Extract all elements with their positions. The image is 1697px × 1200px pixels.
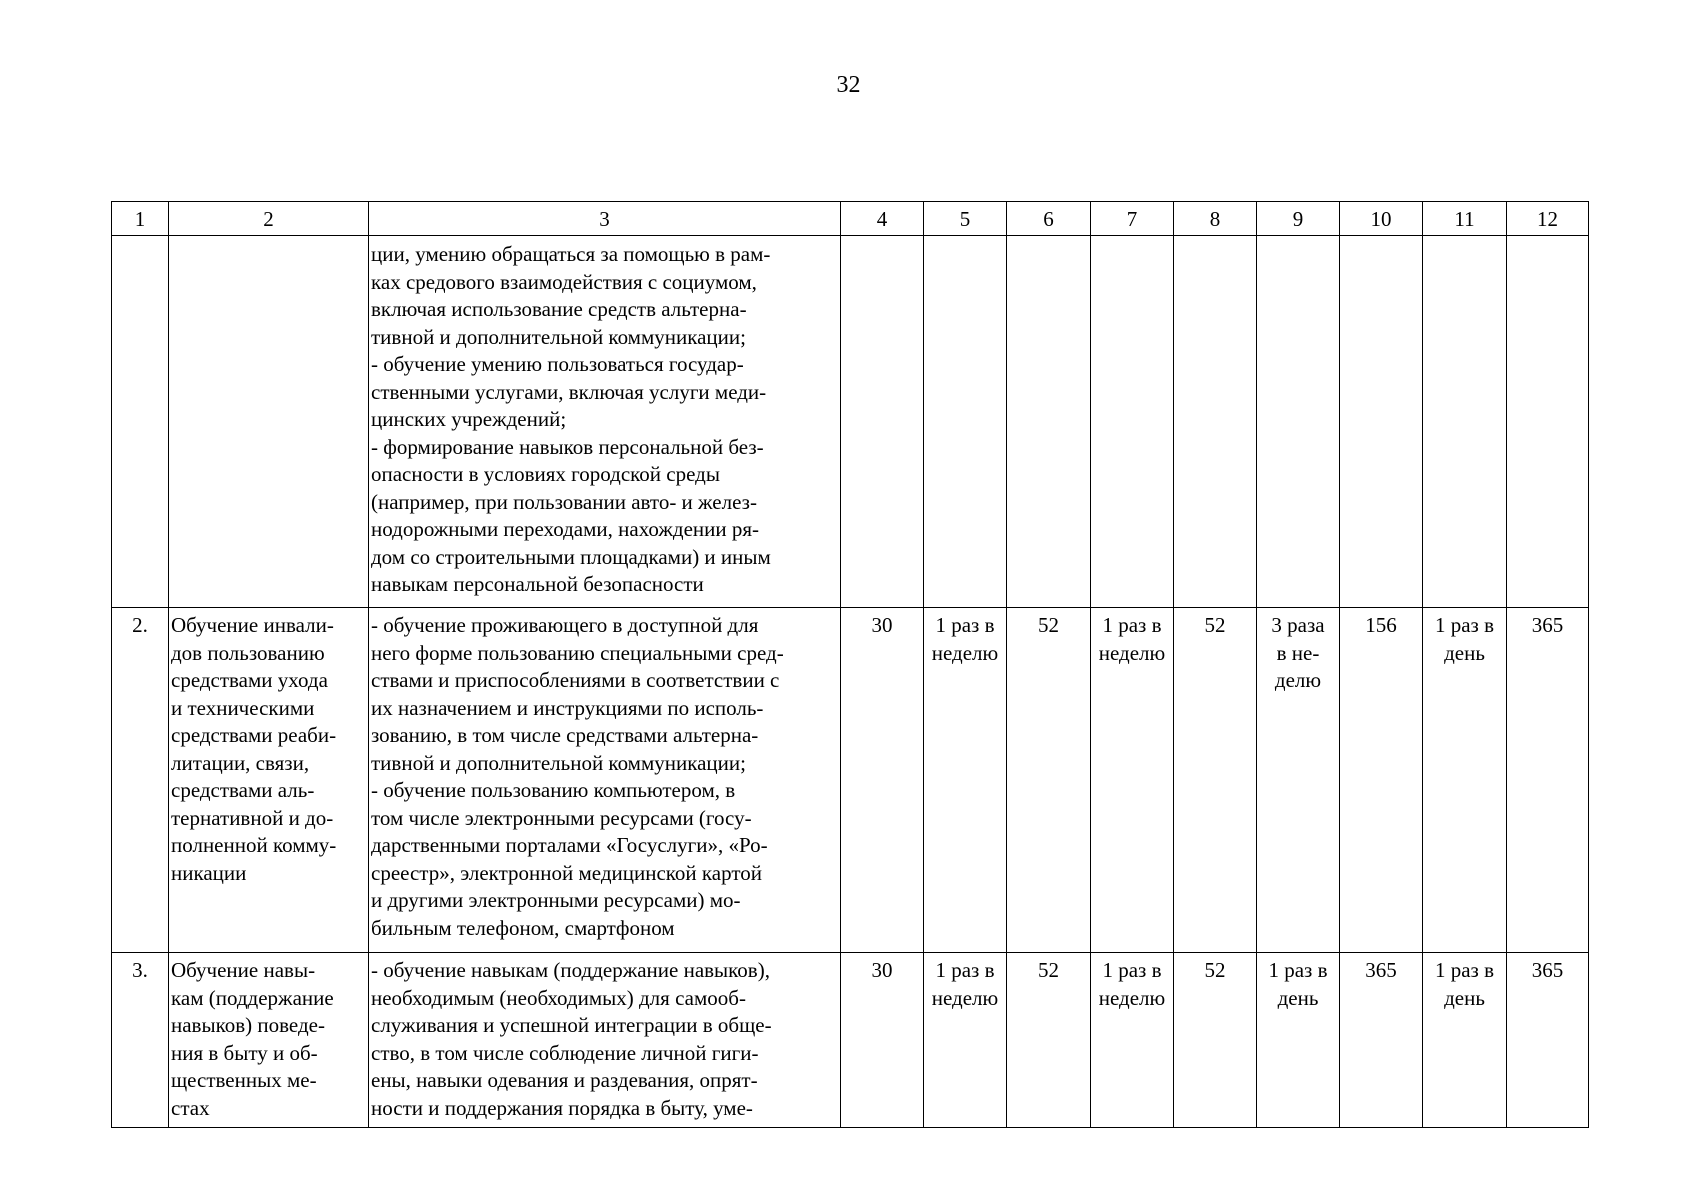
text-line: 1 раз в: [935, 958, 995, 982]
text-line: день: [1444, 985, 1485, 1010]
cell-col4: [841, 953, 924, 1128]
table-row: [112, 608, 1589, 953]
text-line: навыков) поведе-: [171, 1013, 325, 1037]
cell-description: [369, 608, 841, 953]
cell-col10: [1340, 953, 1423, 1128]
cell-title: [169, 608, 369, 953]
text-line: - обучение пользованию компьютером, в: [371, 778, 736, 802]
text-line: бильным телефоном, смартфоном: [371, 915, 675, 940]
text-line: 156: [1365, 613, 1397, 637]
text-line: Обучение навы-: [171, 958, 316, 982]
cell-col7: [1091, 236, 1174, 608]
text-line: - обучение навыкам (поддержание навыков),: [371, 958, 770, 982]
text-line: полненной комму-: [171, 833, 337, 857]
cell-col8: [1174, 953, 1257, 1128]
text-line: ствами и приспособлениями в соответствии с: [371, 668, 780, 692]
text-line: неделю: [1098, 985, 1166, 1010]
cell-num: 2.: [112, 608, 169, 953]
text-line: 1 раз в: [1434, 958, 1495, 982]
text-line: навыкам персональной безопасности: [371, 572, 704, 596]
text-line: включая использование средств альтерна-: [371, 297, 747, 321]
text-line: 1 раз в: [935, 613, 995, 637]
cell-col6: [1007, 953, 1091, 1128]
text-line: ния в быту и об-: [171, 1040, 318, 1065]
text-line: и другими электронными ресурсами) мо-: [371, 888, 741, 912]
text-line: 1 раз в: [1268, 958, 1328, 982]
text-line: 1 раз в: [1102, 613, 1162, 637]
text-line: - обучение умению пользоваться государ-: [371, 352, 744, 376]
text-line: Обучение инвали-: [171, 613, 334, 637]
cell-col12: [1507, 953, 1589, 1128]
text-line: - обучение проживающего в доступной для: [371, 613, 759, 637]
text-line: служивания и успешной интеграции в обще-: [371, 1013, 772, 1037]
text-line: необходимым (необходимых) для самооб-: [371, 985, 746, 1010]
header-cell: 4: [841, 202, 924, 236]
text-line: ности и поддержания порядка в быту, уме-: [371, 1095, 753, 1120]
cell-col11: [1423, 953, 1507, 1128]
text-line: тернативной и до-: [171, 805, 334, 830]
cell-num: [112, 236, 169, 608]
text-line: 30: [871, 958, 893, 982]
text-line: 365: [1531, 958, 1564, 982]
cell-col7: [1091, 608, 1174, 953]
text-line: 30: [871, 613, 893, 637]
cell-col6: [1007, 236, 1091, 608]
text-line: ственными услугами, включая услуги меди-: [371, 379, 767, 404]
text-line: дарственными порталами «Госуслуги», «Ро-: [371, 833, 768, 857]
text-line: день: [1277, 985, 1319, 1010]
cell-col12: [1507, 608, 1589, 953]
cell-col12: [1507, 236, 1589, 608]
header-cell: 7: [1091, 202, 1174, 236]
text-line: 1 раз в: [1102, 958, 1162, 982]
text-line: щественных ме-: [171, 1068, 317, 1092]
cell-description: [369, 236, 841, 608]
text-line: неделю: [931, 640, 999, 665]
header-cell: 6: [1007, 202, 1091, 236]
cell-col4: [841, 236, 924, 608]
cell-col10: [1340, 608, 1423, 953]
text-line: 365: [1531, 613, 1564, 637]
cell-num: 3.: [112, 953, 169, 1128]
header-cell: 5: [924, 202, 1007, 236]
page-number: 32: [836, 72, 861, 98]
text-line: делю: [1274, 668, 1322, 692]
text-line: литации, связи,: [171, 750, 310, 775]
cell-col5: [924, 953, 1007, 1128]
text-line: никации: [171, 860, 247, 885]
text-line: в не-: [1276, 640, 1320, 665]
text-line: (например, при пользовании авто- и желез-: [371, 489, 757, 514]
cell-col7: [1091, 953, 1174, 1128]
header-cell: 11: [1423, 202, 1507, 236]
text-line: него форме пользованию специальными сред-: [371, 640, 784, 665]
text-line: стах: [171, 1095, 210, 1120]
cell-col8: [1174, 236, 1257, 608]
text-line: ции, умению обращаться за помощью в рам-: [371, 242, 771, 266]
text-line: ство, в том числе соблюдение личной гиги-: [371, 1040, 759, 1065]
text-line: 1 раз в: [1434, 613, 1495, 637]
text-line: неделю: [931, 985, 999, 1010]
text-line: средствами реаби-: [171, 723, 337, 747]
text-line: том числе электронными ресурсами (госу-: [371, 805, 752, 830]
table-row-continuation: [112, 236, 1589, 608]
header-cell: 10: [1340, 202, 1423, 236]
cell-col8: [1174, 608, 1257, 953]
cell-col10: [1340, 236, 1423, 608]
text-line: зованию, в том числе средствами альтерна-: [371, 723, 759, 747]
header-cell: 12: [1507, 202, 1589, 236]
text-line: 365: [1365, 958, 1397, 982]
cell-description: [369, 953, 841, 1128]
text-line: 3 раза: [1271, 613, 1325, 637]
text-line: нодорожными переходами, нахождении ря-: [371, 517, 760, 541]
cell-col9: [1257, 236, 1340, 608]
text-line: тивной и дополнительной коммуникации;: [371, 750, 746, 775]
cell-title: [169, 953, 369, 1128]
table-row: [112, 953, 1589, 1128]
text-line: тивной и дополнительной коммуникации;: [371, 324, 746, 349]
text-line: 52: [1204, 613, 1226, 637]
header-cell: 8: [1174, 202, 1257, 236]
header-cell: 9: [1257, 202, 1340, 236]
text-line: среестр», электронной медицинской картой: [371, 860, 762, 885]
cell-col6: [1007, 608, 1091, 953]
text-line: средствами аль-: [171, 778, 315, 802]
text-line: 52: [1038, 613, 1059, 637]
header-cell: 2: [169, 202, 369, 236]
header-cell: 1: [112, 202, 169, 236]
text-line: цинских учреждений;: [371, 407, 567, 431]
text-line: ках средового взаимодействия с социумом,: [371, 269, 757, 294]
services-table: [111, 201, 1589, 1128]
cell-col5: [924, 608, 1007, 953]
text-line: неделю: [1098, 640, 1166, 665]
cell-title: [169, 236, 369, 608]
text-line: опасности в условиях городской среды: [371, 462, 720, 486]
text-line: - формирование навыков персональной без-: [371, 434, 764, 459]
text-line: 52: [1038, 958, 1059, 982]
text-line: и техническими: [171, 695, 315, 720]
text-line: средствами ухода: [171, 668, 328, 692]
header-cell: 3: [369, 202, 841, 236]
cell-col5: [924, 236, 1007, 608]
text-line: ены, навыки одевания и раздевания, опрят-: [371, 1068, 758, 1092]
table-header-row: [112, 202, 1589, 236]
text-line: дом со строительными площадками) и иным: [371, 544, 771, 569]
cell-col4: [841, 608, 924, 953]
text-line: 52: [1204, 958, 1226, 982]
cell-col11: [1423, 236, 1507, 608]
text-line: дов пользованию: [171, 640, 325, 665]
cell-col11: [1423, 608, 1507, 953]
text-line: день: [1444, 640, 1485, 665]
cell-col9: [1257, 608, 1340, 953]
cell-col9: [1257, 953, 1340, 1128]
text-line: кам (поддержание: [171, 985, 334, 1010]
text-line: их назначением и инструкциями по исполь-: [371, 695, 764, 720]
